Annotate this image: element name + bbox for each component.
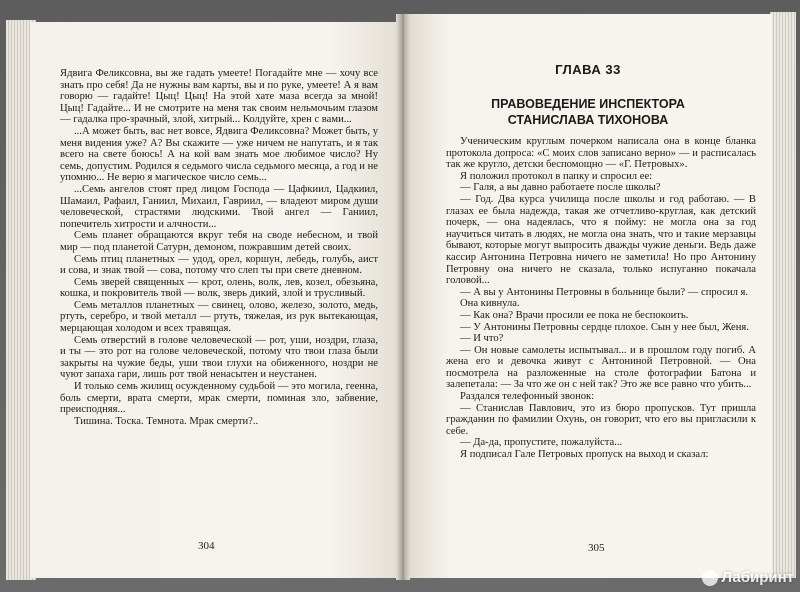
paragraph: Раздался телефонный звонок: — [460, 391, 595, 403]
paragraph: — И что? — [460, 333, 504, 345]
paragraph: — Год. Два курса училища после школы и год работаю. — В глазах ее была надежда, такая же отчетливо-круглая, как детский почерк, — она надеялась, что я пойму: не могла она за год научиться читать в людях, не могла она знать, что и такие мерзавцы бывают, которые могут выпросить дважды чужие деньги. Ведь даже кассир Антонина Петровна ничего не заметила! Но про Антонину Петровну она ничего не сказала, только испуганно покачала головой... — [446, 193, 756, 287]
left-page-body — [60, 68, 378, 427]
paragraph: — Галя, а вы давно работаете после школы? — [460, 182, 661, 194]
paragraph: — А вы у Антонины Петровны в больнице были? — спросил я. — [460, 286, 749, 298]
chapter-title-line-2: СТАНИСЛАВА ТИХОНОВА — [507, 113, 669, 127]
paragraph: Она кивнула. — [460, 298, 520, 310]
paragraph: Ученическим круглым почерком написала она в конце бланка протокола допроса: «С моих слов записано верно» — и расписалась так же кругло, детски беспомощно — «Г. Петровых». — [446, 136, 756, 171]
paragraph: Тишина. Тоска. Темнота. Мрак смерти?.. — [74, 415, 259, 427]
chapter-label: ГЛАВА 33 — [555, 62, 621, 77]
paragraph: Я положил протокол в папку и спросил ее: — [460, 170, 653, 182]
right-page — [404, 14, 772, 578]
book-gutter — [396, 14, 410, 580]
labirint-logo-icon — [702, 570, 718, 586]
paragraph: Семь металлов планетных — свинец, олово, железо, золото, медь, ртуть, серебро, и твой металл — ртуть, тяжелая, из рук вытекающая, мерцающая холодом и всех травящая. — [60, 299, 378, 335]
paragraph: Семь планет обращаются вкруг тебя на своде небесном, и твой мир — под планетой Сатурн, демоном, пожравшим детей своих. — [60, 230, 378, 253]
left-page — [30, 22, 402, 578]
paragraph: Я подписал Гале Петровых пропуск на выход и сказал: — [460, 449, 709, 461]
page-number-left: 304 — [198, 540, 215, 552]
chapter-title — [404, 96, 772, 128]
paragraph: — Он новые самолеты испытывал... и в прошлом году погиб. А жена его и девочка живут с Антониной Петровной. — Она посмотрела на разложенные на столе фотографии Батона и залепетала: — За что же он с ней так? Это же все равно что убить... — [446, 344, 756, 391]
right-page-edges — [770, 12, 796, 578]
paragraph: Семь отверстий в голове человеческой — рот, уши, ноздри, глаза, и ты — это рот на голове человеческой, потому что твои глаза были закрыты на чужие беды, уши твои глухи на обиженного, ноздри не чуют запаха гари, лишь рот твой ненасытен и неустанен. — [60, 334, 378, 381]
paragraph: Семь птиц планетных — удод, орел, коршун, лебедь, голубь, аист и сова, и знак твой — сова, потому что слеп ты при свете дневном. — [60, 253, 378, 277]
watermark-text: Лабиринт — [721, 569, 794, 586]
page-number-right: 305 — [588, 542, 605, 554]
chapter-title-line-1: ПРАВОВЕДЕНИЕ ИНСПЕКТОРА — [491, 97, 685, 111]
paragraph: ...Семь ангелов стоят пред лицом Господа — Цафкиил, Цадкиил, Шамаил, Рафаил, Ганиил, Михаил, Гавриил, — владеют миром души человеческой, страстями людскими. Твой ангел — Ганиил, попечитель хитрости и алчности... — [60, 183, 378, 230]
paragraph: — У Антонины Петровны сердце плохое. Сын у нее был, Женя. — [460, 321, 749, 333]
watermark-logo — [702, 569, 794, 586]
paragraph: — Станислав Павлович, это из бюро пропусков. Тут пришла гражданин по фамилии Охунь, он говорит, что его вы пригласили к себе. — [446, 402, 756, 437]
right-page-body — [446, 136, 756, 461]
paragraph: — Да-да, пропустите, пожалуйста... — [460, 437, 623, 449]
paragraph: Семь зверей священных — крот, олень, волк, лев, козел, обезьяна, кошка, и покровитель твой — волк, зверь дикий, злой и трусливый. — [60, 276, 378, 300]
paragraph: ...А может быть, вас нет вовсе, Ядвига Феликсовна? Может быть, у меня видения уже? А? Вы скажите — уже ничем не напутать, и я так всего на свете боюсь! А на кой вам знать мое любимое число? Ну семь, допустим. Родился я седьмого числа седьмого месяца, а год и не упомню... Не верю я магическое число семь... — [60, 125, 378, 184]
paragraph: — Как она? Врачи просили ее пока не беспокоить. — [460, 309, 689, 321]
paragraph: И только семь жилищ осужденному судьбой — это могила, геенна, боль смерти, врата смерти, мрак смерти, поминая зло, забвение, преисподняя... — [60, 381, 378, 416]
paragraph: Ядвига Феликсовна, вы же гадать умеете! Погадайте мне — хочу все знать про себя! Да не нужны вам карты, вы и по руке, умеете! А я вам говорю — гадайте! Цыц! Цыц! На этой хате маза всегда за мной! Цыц! Гадайте... И не смотрите на меня так своим нельмочьим глазом — гадалка про-зрачный, злой, хитрый... Колдуйте, хрен с вами... — [60, 68, 378, 126]
